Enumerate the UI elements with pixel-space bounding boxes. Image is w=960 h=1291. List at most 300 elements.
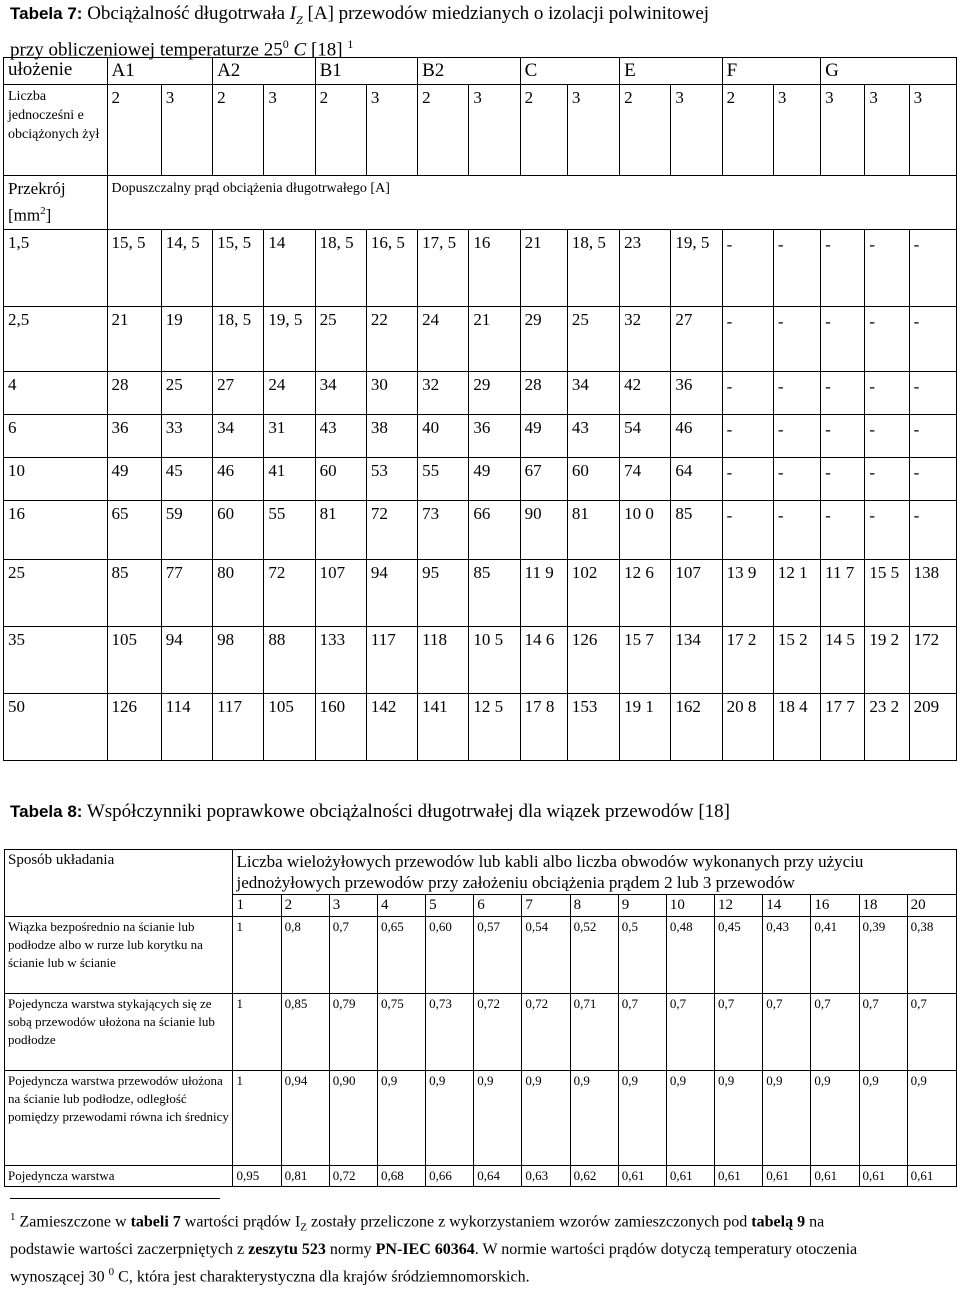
table8-cell: 1 bbox=[233, 917, 281, 994]
table7-cell: 31 bbox=[264, 414, 315, 457]
table7-cell: - bbox=[865, 371, 909, 414]
table8-cell: 0,9 bbox=[859, 1071, 907, 1166]
table7-cell: 117 bbox=[366, 626, 417, 693]
table7-cell: - bbox=[865, 457, 909, 500]
table7-caption-ref: [18] bbox=[310, 39, 343, 61]
table7-row-section: 10 bbox=[4, 457, 108, 500]
table7-cell: 45 bbox=[161, 457, 212, 500]
table8-count-cell: 2 bbox=[281, 895, 329, 917]
table7-cell: 49 bbox=[469, 457, 520, 500]
table7-cell: 85 bbox=[107, 559, 161, 626]
table7-cell: 60 bbox=[315, 457, 366, 500]
table8-cell: 0,61 bbox=[618, 1166, 666, 1187]
table7-cell: 29 bbox=[469, 371, 520, 414]
table7-cell: 42 bbox=[620, 371, 671, 414]
table8-count-cell: 3 bbox=[329, 895, 377, 917]
table8-cell: 0,61 bbox=[715, 1166, 763, 1187]
table7-cell: 102 bbox=[567, 559, 619, 626]
table7-cell: 28 bbox=[107, 371, 161, 414]
table7-cell: - bbox=[821, 414, 865, 457]
table7-cell: - bbox=[722, 306, 773, 371]
table8-cell: 1 bbox=[233, 994, 281, 1071]
table7-cell: 133 bbox=[315, 626, 366, 693]
table7-caption-prefix: Tabela 7: bbox=[10, 4, 83, 23]
table7-count-cell: 2 bbox=[213, 85, 264, 176]
table8-cell: 0,9 bbox=[426, 1071, 474, 1166]
footnote-bold-4: PN-IEC 60364 bbox=[375, 1240, 475, 1258]
table7-layout-a1: A1 bbox=[107, 58, 213, 85]
table7-row-section: 16 bbox=[4, 500, 108, 559]
table7-section-label-end: ] bbox=[45, 205, 52, 225]
footnote bbox=[10, 1206, 870, 1288]
table8-caption bbox=[10, 800, 830, 824]
table7-count-cell: 2 bbox=[722, 85, 773, 176]
table7-cell: 55 bbox=[418, 457, 469, 500]
table8-cell: 0,7 bbox=[763, 994, 811, 1071]
table7-caption-temp-sup: 0 bbox=[282, 36, 289, 51]
footnote-rule bbox=[10, 1198, 220, 1199]
table7-layout-row bbox=[4, 58, 957, 85]
table7-row-section: 4 bbox=[4, 371, 108, 414]
table7-cell: 74 bbox=[620, 457, 671, 500]
table7-count-cell: 2 bbox=[520, 85, 567, 176]
table8-cell: 0,95 bbox=[233, 1166, 281, 1187]
table7-cell: 30 bbox=[366, 371, 417, 414]
table8-cell: 0,9 bbox=[666, 1071, 714, 1166]
table8-cell: 0,7 bbox=[907, 994, 956, 1071]
table7-cell: - bbox=[909, 414, 956, 457]
table7-count-cell: 2 bbox=[315, 85, 366, 176]
table7-cell: 65 bbox=[107, 500, 161, 559]
table7-cell: 14 5 bbox=[821, 626, 865, 693]
table7-cell: 12 1 bbox=[773, 559, 820, 626]
table7-cell: 77 bbox=[161, 559, 212, 626]
table7-count-cell: 3 bbox=[366, 85, 417, 176]
table7-cell: 95 bbox=[418, 559, 469, 626]
table7-row-section: 25 bbox=[4, 559, 108, 626]
table7-count-row bbox=[4, 85, 957, 176]
table7-cell: 138 bbox=[909, 559, 956, 626]
table7-cell: 14 6 bbox=[520, 626, 567, 693]
table7-cell: 80 bbox=[213, 559, 264, 626]
footnote-mark: 1 bbox=[10, 1211, 16, 1223]
table7-cell: 43 bbox=[315, 414, 366, 457]
table7-cell: 21 bbox=[520, 229, 567, 306]
table7-count-cell: 3 bbox=[865, 85, 909, 176]
table7-cell: 25 bbox=[567, 306, 619, 371]
table8-cell: 0,57 bbox=[474, 917, 522, 994]
table8-cell: 0,61 bbox=[666, 1166, 714, 1187]
footnote-bold-1: tabeli 7 bbox=[130, 1213, 181, 1231]
table7-cell: 19, 5 bbox=[264, 306, 315, 371]
table8-method: Pojedyncza warstwa przewodów ułożona na ścianie lub podłodze, odległość pomiędzy przewodami równa ich średnicy bbox=[5, 1071, 233, 1166]
table8-cell: 0,65 bbox=[377, 917, 425, 994]
table7-cell: 67 bbox=[520, 457, 567, 500]
table7-cell: 11 7 bbox=[821, 559, 865, 626]
table8-cell: 0,61 bbox=[811, 1166, 859, 1187]
table7-cell: - bbox=[909, 371, 956, 414]
table7-section-row bbox=[4, 176, 957, 230]
table7-cell: 17 2 bbox=[722, 626, 773, 693]
table8-cell: 0,39 bbox=[859, 917, 907, 994]
table8-cell: 0,90 bbox=[329, 1071, 377, 1166]
table7-cell: 60 bbox=[213, 500, 264, 559]
table7-cell: - bbox=[865, 306, 909, 371]
table8-cell: 0,85 bbox=[281, 994, 329, 1071]
table7-cell: 41 bbox=[264, 457, 315, 500]
table7-cell: 88 bbox=[264, 626, 315, 693]
table7-caption-temp: 25 bbox=[263, 39, 283, 61]
table8-cell: 0,7 bbox=[859, 994, 907, 1071]
table8-row bbox=[5, 917, 957, 994]
table7-cell: 98 bbox=[213, 626, 264, 693]
table7-cell: - bbox=[722, 229, 773, 306]
table7-cell: 73 bbox=[418, 500, 469, 559]
table7-cell: 19 2 bbox=[865, 626, 909, 693]
table7-cell: 36 bbox=[671, 371, 722, 414]
table7-cell: 19 bbox=[161, 306, 212, 371]
table7-cell: 24 bbox=[264, 371, 315, 414]
table8-cell: 0,73 bbox=[426, 994, 474, 1071]
table8-count-cell: 7 bbox=[522, 895, 570, 917]
table8-cell: 0,79 bbox=[329, 994, 377, 1071]
table7-row-section: 50 bbox=[4, 693, 108, 760]
table7-cell: 105 bbox=[107, 626, 161, 693]
table7-cell: 60 bbox=[567, 457, 619, 500]
table7-cell: 18, 5 bbox=[315, 229, 366, 306]
table8-cell: 0,9 bbox=[474, 1071, 522, 1166]
table8-method: Pojedyncza warstwa bbox=[5, 1166, 233, 1187]
table7-cell: 153 bbox=[567, 693, 619, 760]
table8-cell: 0,9 bbox=[377, 1071, 425, 1166]
table7-cell: 22 bbox=[366, 306, 417, 371]
footnote-text-6: . W normie wartości prądów dotyczą temperatury otoczenia wynoszącej 30 bbox=[10, 1240, 858, 1285]
table7-cell: 34 bbox=[315, 371, 366, 414]
table7-cell: 17 7 bbox=[821, 693, 865, 760]
table8-cell: 0,52 bbox=[570, 917, 618, 994]
table8-cell: 0,8 bbox=[281, 917, 329, 994]
table7-cell: - bbox=[722, 457, 773, 500]
table8-cell: 0,43 bbox=[763, 917, 811, 994]
table8-cell: 0,9 bbox=[715, 1071, 763, 1166]
table8-cell: 0,72 bbox=[474, 994, 522, 1071]
table8-count-cell: 4 bbox=[377, 895, 425, 917]
table7-count-cell: 2 bbox=[418, 85, 469, 176]
table7-cell: 24 bbox=[418, 306, 469, 371]
table8-count-cell: 14 bbox=[763, 895, 811, 917]
table8-count-cell: 18 bbox=[859, 895, 907, 917]
table7-count-cell: 2 bbox=[107, 85, 161, 176]
table7-cell: 12 5 bbox=[469, 693, 520, 760]
table8-cell: 0,7 bbox=[666, 994, 714, 1071]
table7-count-cell: 2 bbox=[620, 85, 671, 176]
table7-count-cell: 3 bbox=[469, 85, 520, 176]
table7-cell: 15 5 bbox=[865, 559, 909, 626]
table8-count-cell: 1 bbox=[233, 895, 281, 917]
table7-cell: - bbox=[821, 371, 865, 414]
table7-cell: 81 bbox=[567, 500, 619, 559]
table7-count-cell: 3 bbox=[821, 85, 865, 176]
table7-cell: 107 bbox=[671, 559, 722, 626]
table7-count-cell: 3 bbox=[264, 85, 315, 176]
table7-cell: 160 bbox=[315, 693, 366, 760]
table7-cell: 118 bbox=[418, 626, 469, 693]
footnote-sub: Z bbox=[300, 1221, 308, 1234]
table7-cell: 141 bbox=[418, 693, 469, 760]
table7-cell: 34 bbox=[567, 371, 619, 414]
table8-cell: 0,41 bbox=[811, 917, 859, 994]
table8-count-cell: 12 bbox=[715, 895, 763, 917]
table7-cell: 27 bbox=[671, 306, 722, 371]
table8-cell: 0,9 bbox=[522, 1071, 570, 1166]
table7-cell: 23 2 bbox=[865, 693, 909, 760]
table7-cell: 18 4 bbox=[773, 693, 820, 760]
table7-section-label-text: Przekrój [mm bbox=[8, 179, 66, 225]
table8-cell: 0,72 bbox=[522, 994, 570, 1071]
table7-cell: - bbox=[773, 500, 820, 559]
table7-cell: 90 bbox=[520, 500, 567, 559]
table7-layout-label: ułożenie bbox=[4, 58, 108, 85]
footnote-text-2: wartości prądów I bbox=[184, 1213, 301, 1231]
table7-cell: - bbox=[821, 229, 865, 306]
table8-row bbox=[5, 1166, 957, 1187]
table8-cell: 0,60 bbox=[426, 917, 474, 994]
table7-row bbox=[4, 229, 957, 306]
table8-count-cell: 5 bbox=[426, 895, 474, 917]
table7-row bbox=[4, 457, 957, 500]
table7-cell: 25 bbox=[161, 371, 212, 414]
table7-cell: - bbox=[909, 457, 956, 500]
table7-cell: - bbox=[722, 500, 773, 559]
table7-cell: - bbox=[773, 306, 820, 371]
table8 bbox=[4, 849, 957, 1187]
table8-cell: 0,7 bbox=[329, 917, 377, 994]
table7-count-cell: 3 bbox=[773, 85, 820, 176]
table8-cell: 0,72 bbox=[329, 1166, 377, 1187]
table8-cell: 0,66 bbox=[426, 1166, 474, 1187]
table7-layout-b2: B2 bbox=[418, 58, 521, 85]
table7-cell: 32 bbox=[418, 371, 469, 414]
footnote-text-4: na podstawie wartości zaczerpniętych z bbox=[10, 1213, 825, 1258]
table8-cell: 0,71 bbox=[570, 994, 618, 1071]
table8-count-cell: 20 bbox=[907, 895, 956, 917]
table7-cell: 85 bbox=[671, 500, 722, 559]
table7-row bbox=[4, 414, 957, 457]
table7-cell: 142 bbox=[366, 693, 417, 760]
table7-cell: 85 bbox=[469, 559, 520, 626]
table7-cell: 64 bbox=[671, 457, 722, 500]
table7-cell: 13 9 bbox=[722, 559, 773, 626]
table8-count-cell: 6 bbox=[474, 895, 522, 917]
table8-cell: 0,62 bbox=[570, 1166, 618, 1187]
table7-cell: 134 bbox=[671, 626, 722, 693]
table8-header-row bbox=[5, 850, 957, 895]
table8-cell: 0,9 bbox=[763, 1071, 811, 1166]
table7-row-section: 2,5 bbox=[4, 306, 108, 371]
table7-cell: 94 bbox=[366, 559, 417, 626]
table7-cell: 18, 5 bbox=[213, 306, 264, 371]
table8-cell: 0,9 bbox=[570, 1071, 618, 1166]
table7-cell: 36 bbox=[469, 414, 520, 457]
table7-caption-text: Obciążalność długotrwała bbox=[87, 3, 286, 24]
table7-cell: - bbox=[722, 371, 773, 414]
footnote-bold-2: tabelą 9 bbox=[751, 1213, 806, 1231]
table7-cell: 15, 5 bbox=[107, 229, 161, 306]
table8-cell: 0,63 bbox=[522, 1166, 570, 1187]
table8-cell: 0,5 bbox=[618, 917, 666, 994]
table7-cell: 117 bbox=[213, 693, 264, 760]
table8-cell: 0,68 bbox=[377, 1166, 425, 1187]
table7-cell: 11 9 bbox=[520, 559, 567, 626]
table8-method: Wiązka bezpośrednio na ścianie lub podłodze albo w rurze lub korytku na ścianie lub w ścianie bbox=[5, 917, 233, 994]
table8-method: Pojedyncza warstwa stykających się ze sobą przewodów ułożona na ścianie lub podłodze bbox=[5, 994, 233, 1071]
table7-row-section: 35 bbox=[4, 626, 108, 693]
table7-cell: 126 bbox=[107, 693, 161, 760]
table7-cell: 40 bbox=[418, 414, 469, 457]
table7-cell: 29 bbox=[520, 306, 567, 371]
table8-cell: 0,38 bbox=[907, 917, 956, 994]
table7-row bbox=[4, 500, 957, 559]
table7-section-note: Dopuszczalny prąd obciążenia długotrwałego [A] bbox=[107, 176, 956, 230]
table7-cell: 72 bbox=[366, 500, 417, 559]
table7-caption-footmark: 1 bbox=[347, 36, 354, 51]
table8-cell: 0,75 bbox=[377, 994, 425, 1071]
table7-cell: 107 bbox=[315, 559, 366, 626]
table8-count-cell: 16 bbox=[811, 895, 859, 917]
table7-row-section: 1,5 bbox=[4, 229, 108, 306]
table7-layout-g: G bbox=[821, 58, 957, 85]
table7-cell: 59 bbox=[161, 500, 212, 559]
table7-cell: - bbox=[722, 414, 773, 457]
table7-cell: 16, 5 bbox=[366, 229, 417, 306]
table8-cell: 0,9 bbox=[618, 1071, 666, 1166]
table8-desc-header: Liczba wielożyłowych przewodów lub kabli albo liczba obwodów wykonanych przy użyciu jednożyłowych przewodów przy założeniu obciążenia prądem 2 lub 3 przewodów bbox=[233, 850, 957, 895]
table7-cell: 14, 5 bbox=[161, 229, 212, 306]
table8-cell: 0,7 bbox=[715, 994, 763, 1071]
table8-cell: 0,94 bbox=[281, 1071, 329, 1166]
table7-cell: - bbox=[821, 306, 865, 371]
table7-cell: 46 bbox=[213, 457, 264, 500]
table7-cell: 72 bbox=[264, 559, 315, 626]
table7-cell: 28 bbox=[520, 371, 567, 414]
table8-cell: 0,45 bbox=[715, 917, 763, 994]
table7-cell: - bbox=[773, 371, 820, 414]
table7-cell: 172 bbox=[909, 626, 956, 693]
table7-cell: 162 bbox=[671, 693, 722, 760]
table7-row bbox=[4, 626, 957, 693]
table7-cell: - bbox=[865, 229, 909, 306]
table7-section-label-sup: 2 bbox=[40, 205, 46, 217]
table7-cell: 94 bbox=[161, 626, 212, 693]
table7-cell: - bbox=[865, 414, 909, 457]
table7-count-cell: 3 bbox=[567, 85, 619, 176]
table8-cell: 0,7 bbox=[618, 994, 666, 1071]
table7-cell: 16 bbox=[469, 229, 520, 306]
table7-count-cell: 3 bbox=[161, 85, 212, 176]
table8-caption-prefix: Tabela 8: bbox=[10, 802, 83, 821]
table8-count-cell: 8 bbox=[570, 895, 618, 917]
table7-cell: - bbox=[773, 229, 820, 306]
table7-cell: 23 bbox=[620, 229, 671, 306]
table7-cell: 12 6 bbox=[620, 559, 671, 626]
table7-cell: 38 bbox=[366, 414, 417, 457]
table7-cell: 18, 5 bbox=[567, 229, 619, 306]
table7-cell: 20 8 bbox=[722, 693, 773, 760]
table8-cell: 0,61 bbox=[859, 1166, 907, 1187]
table8-cell: 0,54 bbox=[522, 917, 570, 994]
table7-cell: 21 bbox=[107, 306, 161, 371]
table8-cell: 0,61 bbox=[907, 1166, 956, 1187]
table7-cell: 10 0 bbox=[620, 500, 671, 559]
table8-row bbox=[5, 994, 957, 1071]
table7-cell: 17 8 bbox=[520, 693, 567, 760]
table7-cell: 53 bbox=[366, 457, 417, 500]
table7-count-label: Liczba jednocześni e obciążonych żył bbox=[4, 85, 108, 176]
table8-cell: 0,7 bbox=[811, 994, 859, 1071]
table7-count-cell: 3 bbox=[671, 85, 722, 176]
table7-cell: 105 bbox=[264, 693, 315, 760]
table7-caption bbox=[10, 2, 709, 62]
table7-layout-b1: B1 bbox=[315, 58, 418, 85]
table8-cell: 0,9 bbox=[907, 1071, 956, 1166]
table7-cell: - bbox=[909, 500, 956, 559]
table7-cell: - bbox=[865, 500, 909, 559]
table7-cell: 21 bbox=[469, 306, 520, 371]
table7-cell: 54 bbox=[620, 414, 671, 457]
table7-cell: 46 bbox=[671, 414, 722, 457]
table7-layout-f: F bbox=[722, 58, 821, 85]
table8-cell: 0,9 bbox=[811, 1071, 859, 1166]
footnote-text-5: normy bbox=[329, 1240, 372, 1258]
table8-cell: 0,61 bbox=[763, 1166, 811, 1187]
table8-cell: 1 bbox=[233, 1071, 281, 1166]
table7-cell: - bbox=[909, 306, 956, 371]
table7-cell: 55 bbox=[264, 500, 315, 559]
table7-cell: 15, 5 bbox=[213, 229, 264, 306]
table8-cell: 0,64 bbox=[474, 1166, 522, 1187]
table7-cell: 32 bbox=[620, 306, 671, 371]
table7-cell: 25 bbox=[315, 306, 366, 371]
table7-row bbox=[4, 306, 957, 371]
table7-caption-symbol: I bbox=[289, 3, 297, 24]
table7-cell: 14 bbox=[264, 229, 315, 306]
table7-layout-a2: A2 bbox=[213, 58, 316, 85]
table7-caption-symbol-sub: Z bbox=[296, 12, 303, 27]
table7-cell: 19 1 bbox=[620, 693, 671, 760]
table7-cell: 66 bbox=[469, 500, 520, 559]
table7-row-section: 6 bbox=[4, 414, 108, 457]
footnote-text-7: C, która jest charakterystyczna dla krajów śródziemnomorskich. bbox=[118, 1267, 530, 1285]
table7-row bbox=[4, 371, 957, 414]
table7-layout-e: E bbox=[620, 58, 723, 85]
table7-cell: - bbox=[821, 457, 865, 500]
table8-caption-text: Współczynniki poprawkowe obciążalności długotrwałej dla wiązek przewodów [18] bbox=[86, 801, 731, 822]
table7-cell: 36 bbox=[107, 414, 161, 457]
table7-cell: - bbox=[773, 414, 820, 457]
table7-caption-tail: [A] przewodów miedzianych o izolacji polwinitowej bbox=[307, 3, 710, 24]
table7 bbox=[3, 57, 957, 761]
table7-count-cell: 3 bbox=[909, 85, 956, 176]
footnote-text-1: Zamieszczone w bbox=[19, 1213, 127, 1231]
table7-cell: 10 5 bbox=[469, 626, 520, 693]
footnote-bold-3: zeszytu 523 bbox=[248, 1240, 326, 1258]
table7-caption-line2: przy obliczeniowej temperaturze bbox=[10, 39, 259, 61]
table8-row bbox=[5, 1071, 957, 1166]
table7-row bbox=[4, 559, 957, 626]
table7-layout-c: C bbox=[520, 58, 620, 85]
table8-cell: 0,81 bbox=[281, 1166, 329, 1187]
table7-cell: 15 7 bbox=[620, 626, 671, 693]
